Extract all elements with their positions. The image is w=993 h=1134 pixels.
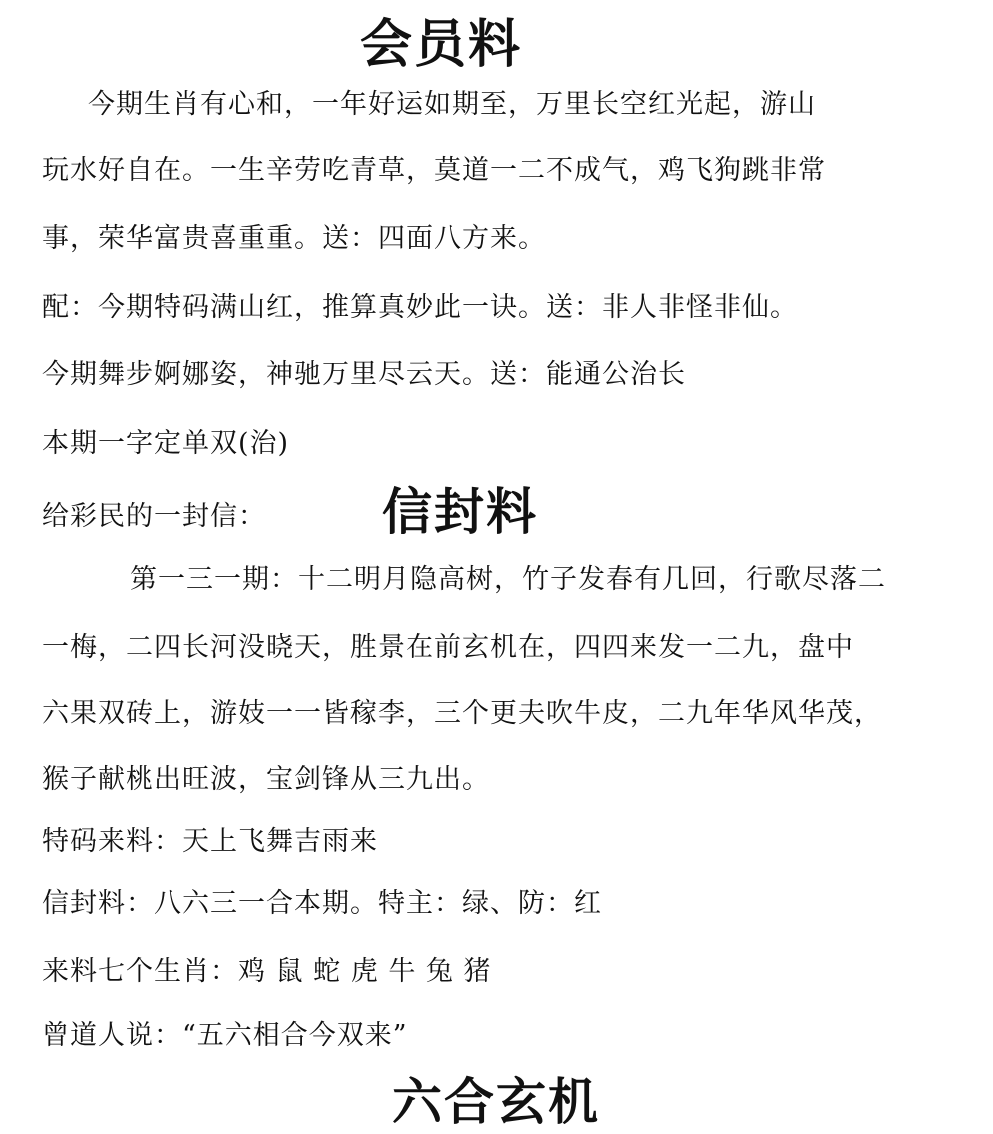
text-line: 今期舞步婀娜姿，神驰万里尽云天。送：能通公治长 [42, 359, 686, 390]
text-line: 特码来料：天上飞舞吉雨来 [42, 826, 378, 857]
title-liuhe-xuanji: 六合玄机 [392, 1072, 600, 1131]
title-member-material: 会员料 [360, 14, 523, 75]
text-line: 配：今期特码满山红，推算真妙此一诀。送：非人非怪非仙。 [42, 292, 798, 323]
title-envelope-material: 信封料 [382, 482, 538, 541]
text-line: 玩水好自在。一生辛劳吃青草，莫道一二不成气，鸡飞狗跳非常 [42, 155, 826, 186]
text-line: 本期一字定单双(治) [42, 428, 290, 459]
text-line: 一梅，二四长河没晓天，胜景在前玄机在，四四来发一二九，盘中 [42, 632, 854, 663]
letter-lead: 给彩民的一封信： [42, 501, 266, 532]
text-line: 猴子献桃出旺波，宝剑锋从三九出。 [42, 764, 490, 795]
text-line: 今期生肖有心和，一年好运如期至，万里长空红光起，游山 [88, 89, 816, 120]
text-line: 信封料：八六三一合本期。特主：绿、防：红 [42, 888, 602, 919]
text-line: 曾道人说：“五六相合今双来” [42, 1020, 408, 1051]
text-line: 六果双砖上，游妓一一皆稼李，三个更夫吹牛皮，二九年华风华茂， [42, 698, 882, 729]
text-line: 第一三一期：十二明月隐高树，竹子发春有几回，行歌尽落二 [130, 564, 886, 595]
text-line: 事，荣华富贵喜重重。送：四面八方来。 [42, 223, 546, 254]
text-line: 来料七个生肖：鸡 鼠 蛇 虎 牛 兔 猪 [42, 956, 492, 987]
